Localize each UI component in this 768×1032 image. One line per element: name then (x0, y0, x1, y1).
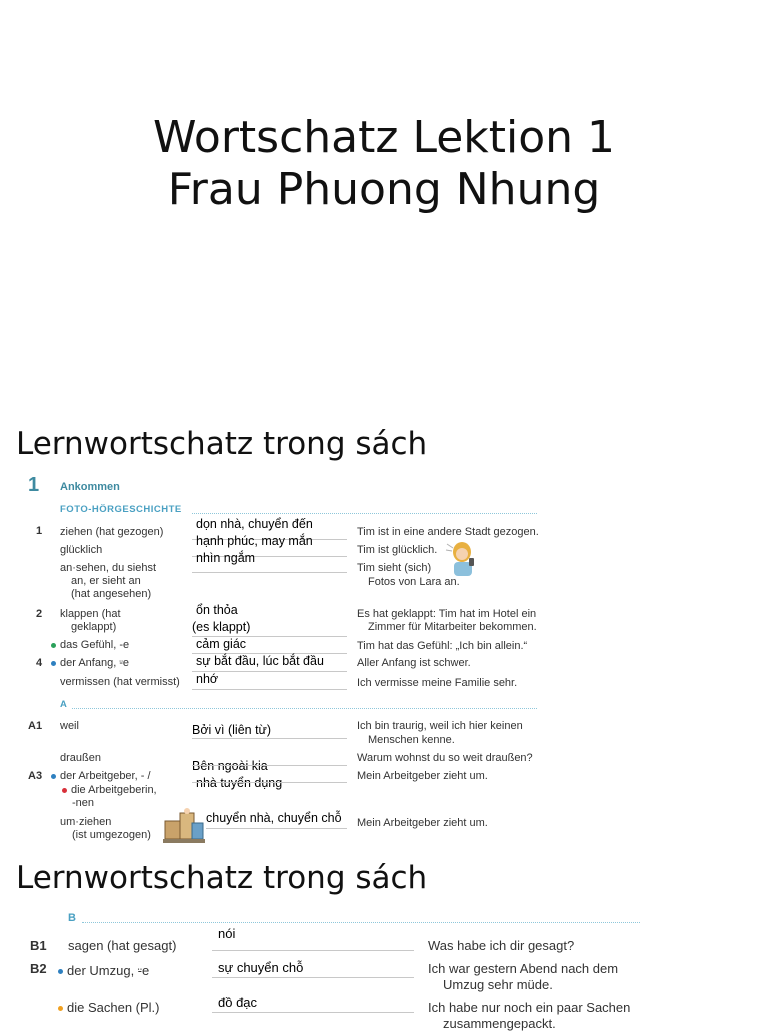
answer-line (192, 572, 347, 573)
vocab-word (51, 639, 129, 652)
subsection-foto-label: FOTO-HÖRGESCHICHTE (60, 504, 182, 515)
row-number: 1 (36, 525, 43, 537)
section-heading-1: Lernwortschatz trong sách (16, 426, 428, 462)
translation-cont: (es klappt) (192, 620, 251, 634)
title-line-1: Wortschatz Lektion 1 (152, 112, 616, 163)
row-number: 4 (36, 657, 43, 669)
vocab-word: ziehen (hat gezogen) (60, 526, 164, 538)
row-number: A3 (28, 770, 43, 782)
row-number: B1 (30, 938, 47, 953)
example-sentence: Tim ist glücklich. (357, 544, 438, 556)
translation: nhìn ngắm (196, 551, 256, 565)
answer-line (192, 689, 347, 690)
vocab-word: vermissen (hat vermisst) (60, 676, 180, 688)
divider (72, 708, 537, 709)
vocab-word-text: das Gefühl, -e (60, 639, 130, 651)
divider (82, 922, 640, 923)
translation: Bởi vì (liên từ) (192, 723, 272, 737)
answer-line (212, 1012, 414, 1013)
example-sentence: Tim sieht (sich) (357, 562, 432, 574)
example-sentence: Ich habe nur noch ein paar Sachen (428, 1000, 631, 1015)
example-sentence: Was habe ich dir gesagt? (428, 938, 575, 953)
answer-line (212, 977, 414, 978)
row-number: B2 (30, 961, 47, 976)
vocab-word: um·ziehen (60, 816, 112, 828)
translation: sự bắt đầu, lúc bắt đầu (196, 654, 324, 668)
vocab-word-text: der Arbeitgeber, - / (60, 770, 151, 782)
example-sentence: Tim ist in eine andere Stadt gezogen. (357, 526, 539, 538)
lesson-title: Ankommen (60, 481, 120, 493)
translation: Bên ngoài kia (192, 759, 268, 773)
row-number: 2 (36, 608, 43, 620)
vocab-word-cont: an, er sieht an (71, 575, 141, 587)
orange-dot-icon (58, 1006, 63, 1011)
example-sentence-cont: Zimmer für Mitarbeiter bekommen. (368, 621, 537, 633)
example-sentence-cont: zusammengepackt. (443, 1016, 556, 1031)
vocab-word-cont: (ist umgezogen) (72, 829, 151, 841)
vocab-word: sagen (hat gesagt) (68, 938, 177, 953)
subsection-b-label: B (68, 912, 77, 924)
lesson-number: 1 (28, 474, 40, 496)
vocab-word-text: die Arbeitgeberin, (71, 784, 157, 796)
example-sentence: Es hat geklappt: Tim hat im Hotel ein (357, 608, 537, 620)
vocab-word (58, 1000, 160, 1015)
vocab-word (51, 770, 151, 783)
translation: chuyển nhà, chuyển chỗ (206, 811, 342, 825)
blue-dot-icon (51, 661, 56, 666)
divider (192, 513, 537, 514)
vocab-word (51, 657, 129, 670)
vocab-word: draußen (60, 752, 101, 764)
example-sentence: Mein Arbeitgeber zieht um. (357, 770, 488, 782)
slide-title (0, 112, 768, 216)
answer-line (192, 738, 347, 739)
blue-dot-icon (58, 969, 63, 974)
section-heading-2: Lernwortschatz trong sách (16, 860, 428, 896)
translation: hạnh phúc, may mắn (196, 534, 313, 548)
vocab-word: glücklich (60, 544, 103, 556)
title-line-2: Frau Phuong Nhung (167, 164, 601, 215)
green-dot-icon (51, 643, 56, 648)
example-sentence: Ich war gestern Abend nach dem (428, 961, 619, 976)
vocab-word: an·sehen, du siehst (60, 562, 157, 574)
example-sentence: Mein Arbeitgeber zieht um. (357, 817, 488, 829)
vocab-word-cont: geklappt) (71, 621, 117, 633)
translation: nhà tuyển dụng (196, 776, 283, 790)
example-sentence: Ich bin traurig, weil ich hier keinen (357, 720, 523, 732)
vocab-word: weil (60, 720, 79, 732)
example-sentence: Ich vermisse meine Familie sehr. (357, 677, 518, 689)
translation: dọn nhà, chuyển đến (196, 517, 313, 531)
woman-illustration-icon (445, 540, 481, 578)
vocab-word (58, 961, 149, 979)
blue-dot-icon (51, 774, 56, 779)
answer-line (212, 950, 414, 951)
example-sentence-cont: Umzug sehr müde. (443, 977, 553, 992)
translation: cảm giác (196, 637, 247, 651)
answer-line (206, 828, 347, 829)
example-sentence-cont: Fotos von Lara an. (368, 576, 460, 588)
vocab-word-text: die Sachen (Pl.) (67, 1000, 160, 1015)
example-sentence: Aller Anfang ist schwer. (357, 657, 471, 669)
translation: nhớ (196, 672, 219, 686)
vocab-word-cont (62, 784, 157, 797)
translation: sự chuyển chỗ (218, 960, 304, 975)
vocab-word-text: der Umzug, ⸚e (67, 963, 150, 978)
vocab-word-cont: (hat angesehen) (71, 588, 152, 600)
answer-line (192, 765, 347, 766)
subsection-a-label: A (60, 699, 68, 710)
answer-line (192, 782, 347, 783)
example-sentence: Warum wohnst du so weit draußen? (357, 752, 533, 764)
row-number: A1 (28, 720, 43, 732)
translation: ổn thỏa (196, 603, 238, 617)
moving-boxes-illustration-icon (162, 807, 206, 845)
example-sentence-cont: Menschen kenne. (368, 734, 455, 746)
red-dot-icon (62, 788, 67, 793)
vocab-word-cont: -nen (72, 797, 95, 809)
example-sentence: Tim hat das Gefühl: „Ich bin allein.“ (357, 640, 528, 652)
vocab-word: klappen (hat (60, 608, 121, 620)
translation: nói (218, 926, 236, 941)
translation: đồ đạc (218, 995, 258, 1010)
vocab-word-text: der Anfang, ⸚e (60, 657, 129, 669)
